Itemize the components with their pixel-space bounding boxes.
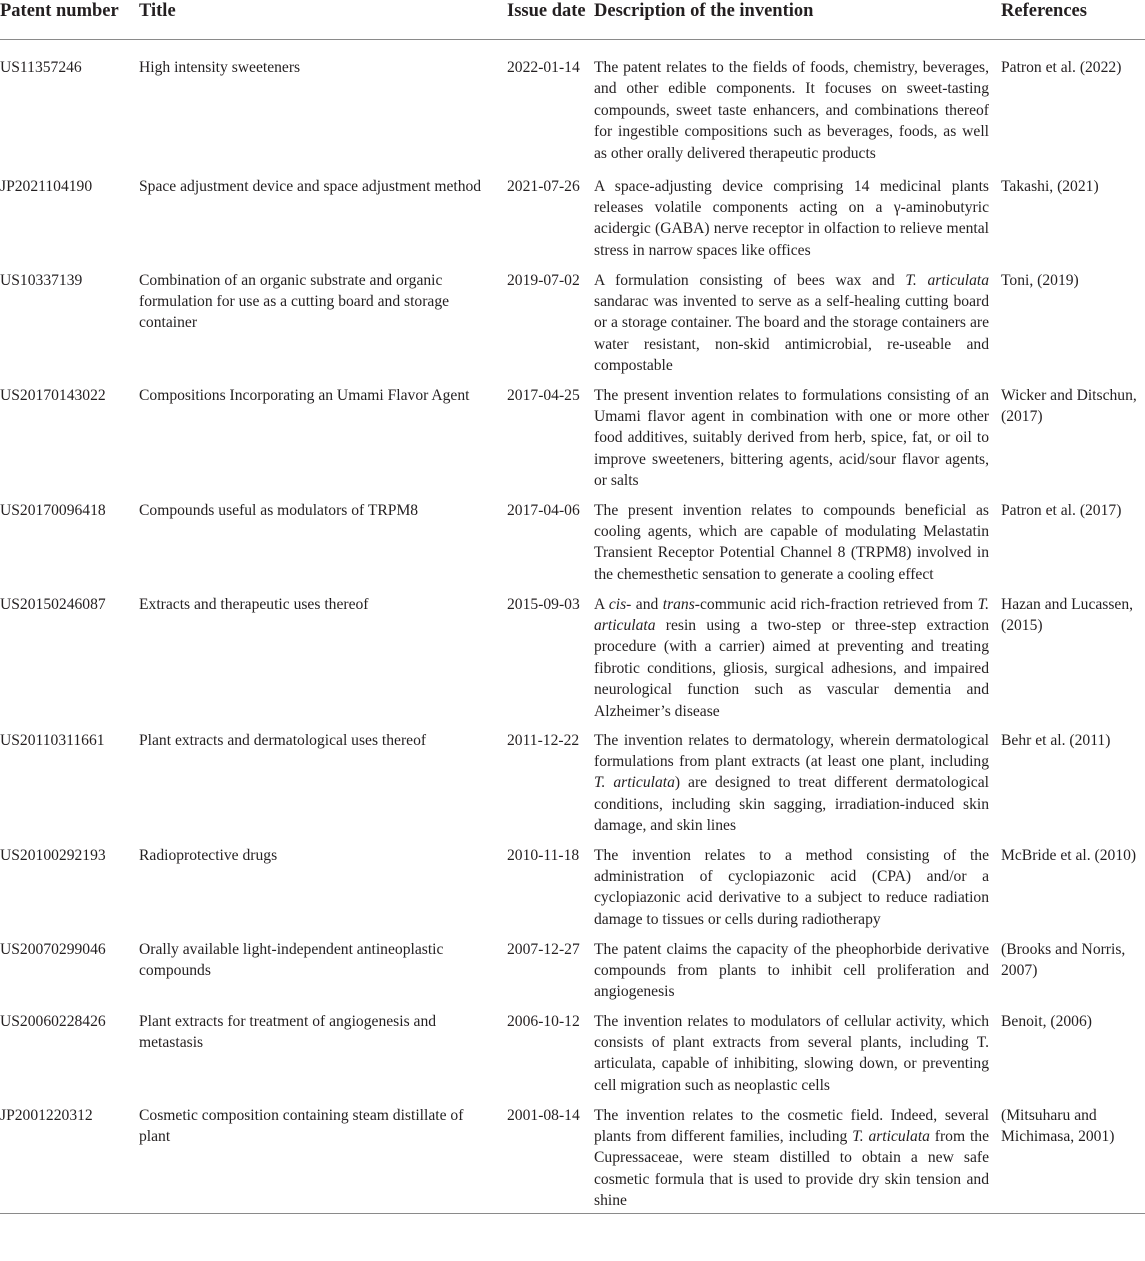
issue-date-cell: 2011-12-22 bbox=[507, 731, 580, 749]
table-row bbox=[0, 40, 1145, 176]
title-cell: Plant extracts for treatment of angiogenesis and metastasis bbox=[139, 1012, 437, 1051]
issue-date-cell: 2007-12-27 bbox=[507, 940, 580, 958]
table-row bbox=[0, 270, 1145, 385]
description-cell: The invention relates to modulators of cellular activity, which consists of plant extracts from several plants, including T. articulata, capable of inhibiting, slowing down, or preventing cell migration such as neoplastic cells bbox=[594, 1012, 989, 1094]
title-cell: Compositions Incorporating an Umami Flavor Agent bbox=[139, 386, 470, 404]
description-cell: A space-adjusting device comprising 14 medicinal plants releases volatile components acting on a γ-aminobutyric acidergic (GABA) nerve receptor in olfaction to relieve mental stress in narrow spaces like offices bbox=[594, 177, 989, 259]
description-cell: The patent relates to the fields of foods, chemistry, beverages, and other edible components. It focuses on sweet-tasting compounds, sweet taste enhancers, and combinations thereof for ingestible compositions such as beverages, foods, as well as other orally delivered therapeutic products bbox=[594, 59, 989, 162]
reference-cell: McBride et al. (2010) bbox=[1001, 846, 1137, 864]
header-title: Title bbox=[139, 0, 507, 40]
description-cell: The invention relates to a method consisting of the administration of cyclopiazonic acid (CPA) and/or a cyclopiazonic acid derivative to a subject to reduce radiation damage to tissues or cells during radiotherapy bbox=[594, 846, 989, 928]
description-cell: The invention relates to dermatology, wherein dermatological formulations from plant extracts (at least one plant, including T. articulata) are designed to treat different dermatological conditions, including skin sagging, irradiation-induced skin damage, and skin lines bbox=[594, 731, 989, 835]
table-bottom-rule bbox=[0, 1213, 1145, 1214]
title-cell: Radioprotective drugs bbox=[139, 846, 278, 864]
reference-cell: Behr et al. (2011) bbox=[1001, 731, 1111, 749]
reference-cell: (Mitsuharu and Michimasa, 2001) bbox=[1001, 1106, 1115, 1145]
patent-number-cell: JP2001220312 bbox=[0, 1106, 93, 1124]
description-cell: The present invention relates to formulations consisting of an Umami flavor agent in combination with one or more other food additives, suitably derived from herb, spice, fat, or oil to improve sweeteners, bittering agents, acid/sour flavor agents, or salts bbox=[594, 386, 989, 490]
patent-number-cell: US20070299046 bbox=[0, 940, 106, 958]
reference-cell: Hazan and Lucassen, (2015) bbox=[1001, 595, 1134, 634]
table-row bbox=[0, 730, 1145, 845]
table-row bbox=[0, 1011, 1145, 1105]
reference-cell: (Brooks and Norris, 2007) bbox=[1001, 940, 1126, 979]
table-row bbox=[0, 176, 1145, 270]
patent-number-cell: US20170143022 bbox=[0, 386, 106, 404]
issue-date-cell: 2015-09-03 bbox=[507, 595, 580, 613]
description-cell: A cis- and trans-communic acid rich-fraction retrieved from T. articulata resin using a two-step or three-step extraction procedure (with a carrier) aimed at preventing and treating fibrotic conditions, gliosis, surgical adhesions, and impaired neurological function such as vascular dementia and Alzheimer’s disease bbox=[594, 595, 989, 720]
title-cell: Plant extracts and dermatological uses thereof bbox=[139, 731, 427, 749]
header-references: References bbox=[1001, 0, 1145, 40]
issue-date-cell: 2021-07-26 bbox=[507, 177, 580, 195]
title-cell: Combination of an organic substrate and organic formulation for use as a cutting board and storage container bbox=[139, 271, 450, 332]
title-cell: Extracts and therapeutic uses thereof bbox=[139, 595, 369, 613]
issue-date-cell: 2017-04-06 bbox=[507, 501, 580, 519]
patent-number-cell: US20100292193 bbox=[0, 846, 106, 864]
description-cell: The patent claims the capacity of the pheophorbide derivative compounds from plants to inhibit cell proliferation and angiogenesis bbox=[594, 940, 989, 1001]
table-row bbox=[0, 1105, 1145, 1213]
table-row bbox=[0, 385, 1145, 500]
patent-number-cell: US20060228426 bbox=[0, 1012, 106, 1030]
issue-date-cell: 2001-08-14 bbox=[507, 1106, 580, 1124]
issue-date-cell: 2010-11-18 bbox=[507, 846, 580, 864]
table-row bbox=[0, 500, 1145, 594]
table-row bbox=[0, 594, 1145, 730]
issue-date-cell: 2019-07-02 bbox=[507, 271, 580, 289]
reference-cell: Toni, (2019) bbox=[1001, 271, 1079, 289]
description-cell: The present invention relates to compounds beneficial as cooling agents, which are capable of modulating Melastatin Transient Receptor Potential Channel 8 (TRPM8) involved in the chemesthetic sensation to generate a cooling effect bbox=[594, 501, 989, 583]
patent-number-cell: US20170096418 bbox=[0, 501, 106, 519]
title-cell: Space adjustment device and space adjustment method bbox=[139, 177, 482, 195]
table-row bbox=[0, 845, 1145, 939]
description-cell: A formulation consisting of bees wax and T. articulata sandarac was invented to serve as a self-healing cutting board or a storage container. The board and the storage containers are water resistant, non-skid antimicrobial, re-useable and compostable bbox=[594, 271, 989, 375]
title-cell: Compounds useful as modulators of TRPM8 bbox=[139, 501, 419, 519]
patent-number-cell: US20150246087 bbox=[0, 595, 106, 613]
title-cell: Cosmetic composition containing steam distillate of plant bbox=[139, 1106, 464, 1145]
reference-cell: Benoit, (2006) bbox=[1001, 1012, 1092, 1030]
header-issue-date: Issue date bbox=[507, 0, 594, 40]
reference-cell: Patron et al. (2022) bbox=[1001, 59, 1122, 76]
description-cell: The invention relates to the cosmetic field. Indeed, several plants from different families, including T. articulata from the Cupressaceae, were steam distilled to obtain a new safe cosmetic formula that is used to provide dry skin tension and shine bbox=[594, 1106, 989, 1210]
table-row bbox=[0, 939, 1145, 1011]
reference-cell: Patron et al. (2017) bbox=[1001, 501, 1122, 519]
header-row bbox=[0, 0, 1145, 40]
patent-number-cell: US10337139 bbox=[0, 271, 83, 289]
issue-date-cell: 2006-10-12 bbox=[507, 1012, 580, 1030]
patent-number-cell: JP2021104190 bbox=[0, 177, 93, 195]
patent-number-cell: US11357246 bbox=[0, 59, 82, 76]
patent-number-cell: US20110311661 bbox=[0, 731, 105, 749]
title-cell: Orally available light-independent antineoplastic compounds bbox=[139, 940, 444, 979]
reference-cell: Takashi, (2021) bbox=[1001, 177, 1099, 195]
header-patent-number: Patent number bbox=[0, 0, 139, 40]
issue-date-cell: 2022-01-14 bbox=[507, 59, 580, 76]
issue-date-cell: 2017-04-25 bbox=[507, 386, 580, 404]
reference-cell: Wicker and Ditschun, (2017) bbox=[1001, 386, 1137, 425]
title-cell: High intensity sweeteners bbox=[139, 59, 301, 76]
header-description: Description of the invention bbox=[594, 0, 1001, 40]
